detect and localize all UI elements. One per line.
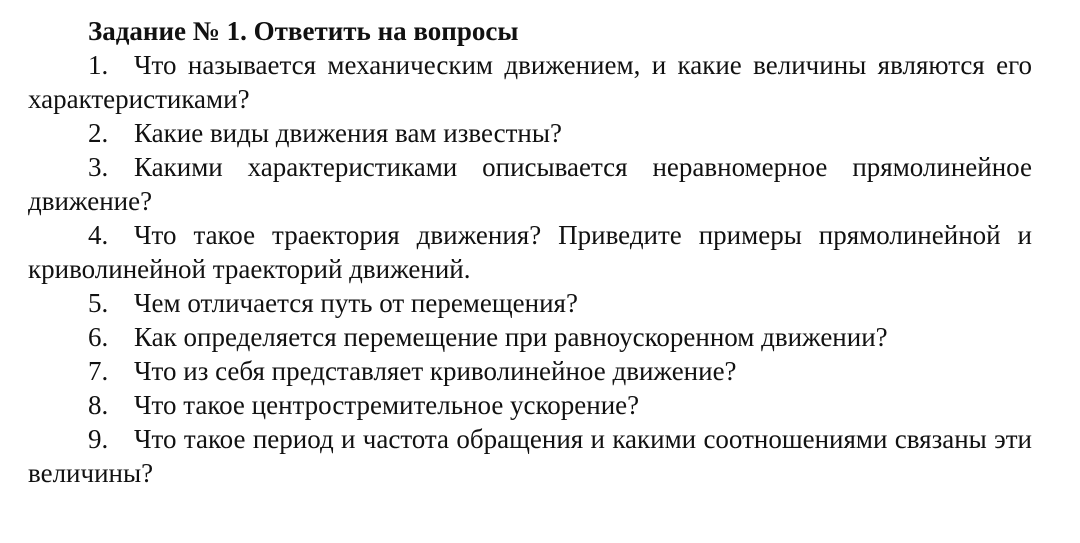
- question-number: 8.: [88, 390, 109, 420]
- question-6: [28, 320, 1032, 354]
- question-1: [28, 48, 1032, 116]
- question-2: [28, 116, 1032, 150]
- question-text: Что из себя представляет криволинейное движение?: [134, 356, 737, 386]
- question-9: [28, 422, 1032, 490]
- question-number: 7.: [88, 356, 109, 386]
- question-4: [28, 218, 1032, 286]
- question-number: 9.: [88, 424, 109, 454]
- question-number: 1.: [88, 50, 109, 80]
- question-number: 4.: [88, 220, 109, 250]
- question-8: [28, 388, 1032, 422]
- question-text: Что называется механическим движением, и какие величины являются его характеристиками?: [28, 50, 1032, 114]
- question-number: 5.: [88, 288, 109, 318]
- question-text: Как определяется перемещение при равноускоренном движении?: [134, 322, 888, 352]
- question-text: Что такое центростремительное ускорение?: [134, 390, 640, 420]
- question-5: [28, 286, 1032, 320]
- question-text: Что такое траектория движения? Приведите примеры прямолинейной и криволинейной траекторий движений.: [28, 220, 1032, 284]
- document-page: [28, 14, 1032, 490]
- question-3: [28, 150, 1032, 218]
- question-number: 6.: [88, 322, 109, 352]
- question-number: 3.: [88, 152, 109, 182]
- question-text: Что такое период и частота обращения и какими соотношениями связаны эти величины?: [28, 424, 1032, 488]
- question-text: Чем отличается путь от перемещения?: [134, 288, 578, 318]
- task-title: Задание № 1. Ответить на вопросы: [88, 16, 519, 46]
- question-7: [28, 354, 1032, 388]
- question-text: Какими характеристиками описывается неравномерное прямолинейное движение?: [28, 152, 1032, 216]
- question-text: Какие виды движения вам известны?: [134, 118, 562, 148]
- question-number: 2.: [88, 118, 109, 148]
